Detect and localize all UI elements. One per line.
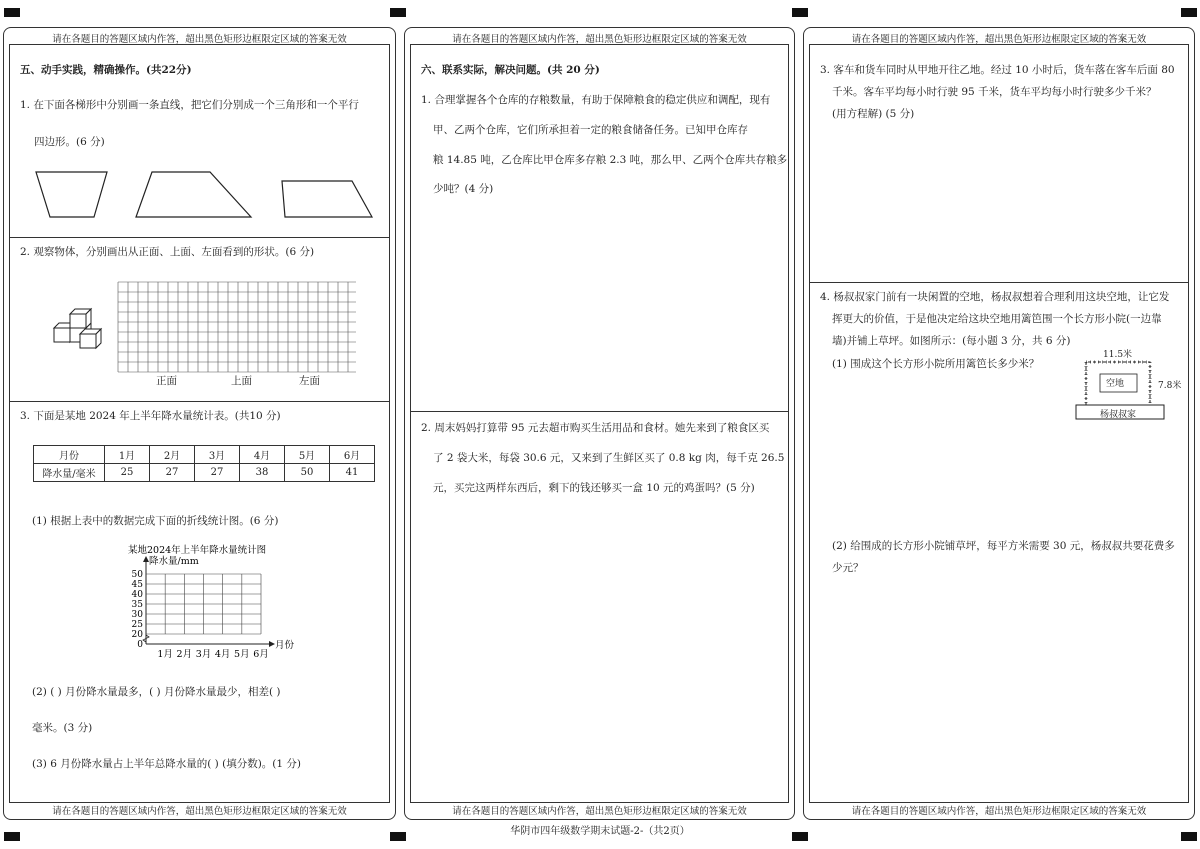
notice-bottom: 请在各题目的答题区域内作答，超出黑色矩形边框限定区域的答案无效	[452, 806, 747, 817]
table-cell: 50	[285, 464, 330, 482]
question-text: 少吨？(4 分)	[433, 183, 494, 195]
question-text: 粮 14.85 吨，乙仓库比甲仓库多存粮 2.3 吨，那么甲、乙两个仓库共存粮多	[433, 154, 788, 166]
y-tick-label: 20	[131, 630, 143, 640]
yard-center-label: 空地	[1106, 379, 1125, 389]
rainfall-table	[33, 445, 375, 482]
table-cell: 38	[240, 464, 285, 482]
question-q5-1	[10, 45, 389, 237]
answer-area	[410, 44, 789, 803]
y-axis-label: 降水量/mm	[149, 556, 199, 567]
question-text: 3. 下面是某地 2024 年上半年降水量统计表。(共10 分)	[20, 410, 281, 422]
notice-bottom: 请在各题目的答题区域内作答，超出黑色矩形边框限定区域的答案无效	[52, 806, 347, 817]
chart-title: 某地2024年上半年降水量统计图	[128, 545, 267, 556]
rainfall-line-chart[interactable]	[110, 544, 310, 662]
table-row	[34, 464, 375, 482]
x-tick-label: 4月	[214, 649, 231, 660]
notice-top: 请在各题目的答题区域内作答，超出黑色矩形边框限定区域的答案无效	[52, 34, 347, 45]
y-tick-label: 40	[131, 590, 143, 600]
page-footer: 华阴市四年级数学期末试题-2-（共2页）	[510, 826, 690, 837]
registration-mark	[792, 8, 808, 17]
table-cell: 27	[195, 464, 240, 482]
x-tick-label: 6月	[253, 649, 269, 660]
question-text: 挥更大的价值，于是他决定给这块空地用篱笆围一个长方形小院(一边靠	[832, 313, 1162, 325]
question-text: 1. 合理掌握各个仓库的存粮数量，有助于保障粮食的稳定供应和调配，现有	[421, 94, 771, 106]
x-tick-label: 3月	[195, 649, 212, 660]
question-text: (1) 围成这个长方形小院所用篱笆长多少米？	[832, 358, 1040, 370]
dimension-label-width: 7.8米	[1158, 381, 1182, 391]
question-text: 墙)并铺上草坪。如图所示：(每小题 3 分，共 6 分)	[832, 335, 1071, 347]
notice-top: 请在各题目的答题区域内作答，超出黑色矩形边框限定区域的答案无效	[851, 34, 1147, 45]
question-text: 4. 杨叔叔家门前有一块闲置的空地，杨叔叔想着合理利用这块空地，让它发	[820, 291, 1170, 303]
trapezoid-3	[282, 181, 372, 217]
question-text: (2) ( ) 月份降水量最多，( ) 月份降水量最少，相差( )	[32, 686, 281, 698]
dimension-label-length: 11.5米	[1103, 350, 1133, 360]
question-text: 元，买完这两样东西后，剩下的钱还够买一盒 10 元的鸡蛋吗？(5 分)	[433, 482, 755, 494]
section-title: 六、联系实际，解决问题。(共 20 分)	[421, 64, 600, 76]
y-tick-label: 50	[131, 570, 143, 580]
grid-label-left: 左面	[299, 375, 320, 387]
table-cell: 4月	[240, 446, 285, 464]
notice-bottom: 请在各题目的答题区域内作答，超出黑色矩形边框限定区域的答案无效	[851, 806, 1147, 817]
question-text: 少元？	[832, 562, 864, 574]
question-text: 千米。客车平均每小时行驶 95 千米，货车平均每小时行驶多少千米？	[832, 86, 1157, 98]
table-row	[34, 446, 375, 464]
y-tick-label: 45	[131, 580, 143, 590]
answer-column-1	[3, 27, 396, 820]
x-tick-label: 1月	[157, 649, 173, 660]
answer-area	[9, 44, 390, 803]
answer-area	[809, 44, 1189, 803]
table-cell: 25	[105, 464, 150, 482]
trapezoid-figures	[10, 169, 391, 229]
question-q6-4[interactable]	[810, 282, 1188, 805]
question-q5-2	[10, 237, 389, 401]
grid-label-front: 正面	[156, 375, 177, 387]
registration-mark	[390, 8, 406, 17]
notice-top: 请在各题目的答题区域内作答，超出黑色矩形边框限定区域的答案无效	[452, 34, 747, 45]
table-cell: 2月	[150, 446, 195, 464]
cube-stack-figure	[52, 304, 112, 354]
x-tick-label: 5月	[234, 649, 250, 660]
table-cell: 3月	[195, 446, 240, 464]
yard-figure	[1074, 347, 1194, 425]
question-text: (1) 根据上表中的数据完成下面的折线统计图。(6 分)	[32, 515, 279, 527]
question-text: 甲、乙两个仓库，它们所承担着一定的粮食储备任务。已知甲仓库存	[433, 124, 748, 136]
question-q6-2[interactable]	[411, 411, 788, 805]
section-title: 五、动手实践，精确操作。(共22分)	[20, 64, 192, 76]
table-cell: 降水量/毫米	[34, 464, 105, 482]
table-cell: 月份	[34, 446, 105, 464]
answer-column-2	[404, 27, 795, 820]
table-cell: 27	[150, 464, 195, 482]
question-q6-3[interactable]	[810, 45, 1188, 282]
registration-mark	[4, 8, 20, 17]
trapezoid-2	[136, 172, 251, 217]
table-cell: 1月	[105, 446, 150, 464]
trapezoid-1	[36, 172, 107, 217]
question-text: 了 2 袋大米，每袋 30.6 元，又来到了生鲜区买了 0.8 kg 肉，每千克 26.5	[433, 452, 785, 464]
table-cell: 5月	[285, 446, 330, 464]
question-text: 1. 在下面各梯形中分别画一条直线，把它们分别成一个三角形和一个平行	[20, 99, 359, 111]
question-text: (3) 6 月份降水量占上半年总降水量的( ) (填分数)。(1 分)	[32, 758, 302, 770]
question-text: (用方程解) (5 分)	[832, 108, 915, 120]
answer-column-3	[803, 27, 1195, 820]
grid-label-top: 上面	[231, 375, 252, 387]
question-text: (2) 给围成的长方形小院铺草坪，每平方米需要 30 元，杨叔叔共要花费多	[832, 540, 1175, 552]
house-label: 杨叔叔家	[1100, 410, 1137, 420]
table-cell: 41	[330, 464, 375, 482]
y-tick-label: 30	[131, 610, 143, 620]
question-q5-3	[10, 401, 389, 805]
question-text: 毫米。(3 分)	[32, 722, 93, 734]
registration-mark	[1181, 8, 1197, 17]
question-text: 3. 客车和货车同时从甲地开往乙地。经过 10 小时后，货车落在客车后面 80	[820, 64, 1175, 76]
drawing-grid[interactable]	[116, 281, 356, 373]
y-tick-label: 0	[137, 640, 143, 650]
x-axis-label: 月份	[275, 640, 295, 651]
question-text: 2. 周末妈妈打算带 95 元去超市购买生活用品和食材。她先来到了粮食区买	[421, 422, 770, 434]
y-tick-label: 35	[131, 600, 143, 610]
question-q6-1[interactable]	[411, 45, 788, 411]
question-text: 2. 观察物体，分别画出从正面、上面、左面看到的形状。(6 分)	[20, 246, 315, 258]
question-text: 四边形。(6 分)	[34, 136, 105, 148]
y-tick-label: 25	[131, 620, 143, 630]
x-tick-label: 2月	[176, 649, 193, 660]
table-cell: 6月	[330, 446, 375, 464]
